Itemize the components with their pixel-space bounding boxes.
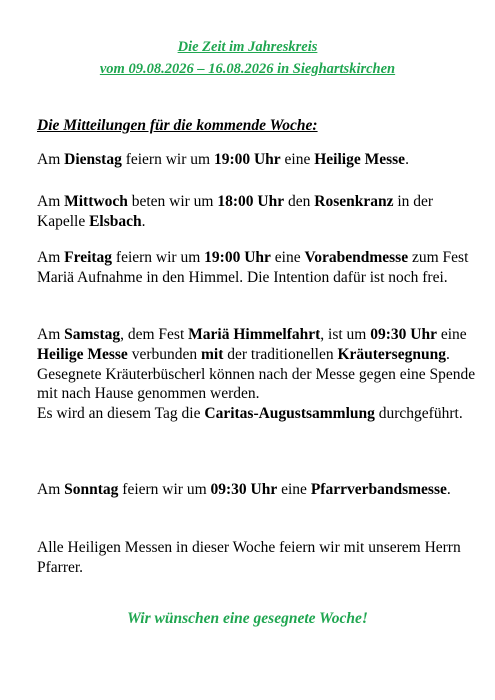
time: 09:30 Uhr: [210, 481, 278, 498]
text: in der Kapelle: [37, 193, 434, 230]
text: Am: [37, 193, 65, 210]
text: eine: [270, 249, 305, 266]
time: 19:00 Uhr: [213, 151, 281, 168]
text: , dem Fest: [120, 326, 189, 343]
event: Pfarrverbandsmesse: [310, 481, 447, 498]
closing-wish: Wir wünschen eine gesegnete Woche!: [127, 610, 368, 627]
text: .: [446, 481, 451, 498]
time: 09:30 Uhr: [370, 326, 437, 343]
text: den: [284, 193, 315, 210]
text: .: [141, 212, 146, 230]
text: der traditionellen: [223, 345, 338, 363]
text: verbunden: [127, 345, 201, 363]
text: Es wird an diesem Tag die: [37, 405, 205, 423]
event: Heilige Messe: [37, 345, 128, 363]
place: Elsbach: [89, 212, 142, 230]
day: Mittwoch: [64, 193, 128, 210]
text: Am: [37, 326, 65, 343]
paragraph-saturday: [37, 325, 477, 424]
text: eine: [436, 326, 467, 343]
header-title: Die Zeit im Jahreskreis: [177, 39, 318, 55]
text: Am: [37, 481, 65, 498]
paragraph-friday: [37, 248, 477, 288]
text: .: [445, 345, 450, 363]
paragraph-wednesday: [37, 192, 477, 232]
text: Am: [37, 151, 65, 168]
text: , ist um: [320, 326, 371, 343]
day: Dienstag: [64, 151, 122, 168]
collection: Caritas-Augustsammlung: [204, 405, 375, 423]
header-date-range: vom 09.08.2026 – 16.08.2026 in Sieghartskirchen: [99, 61, 396, 77]
text: Am: [37, 249, 65, 266]
text: beten wir um: [127, 193, 218, 210]
day: Sonntag: [64, 481, 119, 498]
event: Heilige Messe: [314, 151, 406, 168]
text: eine: [277, 481, 311, 498]
event: Kräutersegnung: [337, 345, 446, 363]
day: Freitag: [64, 249, 113, 266]
text: feiern wir um: [118, 481, 211, 498]
section-heading: Die Mitteilungen für die kommende Woche:: [37, 117, 318, 134]
paragraph-sunday: [37, 480, 477, 500]
time: 19:00 Uhr: [204, 249, 271, 266]
text: feiern wir um: [112, 249, 205, 266]
text: Gesegnete Kräuterbüscherl können nach der Messe gegen eine Spende mit nach Hause genommen werden.: [37, 365, 476, 403]
paragraph-note: Alle Heiligen Messen in dieser Woche feiern wir mit unserem Herrn Pfarrer.: [37, 539, 461, 576]
text: durchgeführt.: [374, 405, 463, 423]
time: 18:00 Uhr: [217, 193, 285, 210]
paragraph-tuesday: [37, 150, 477, 170]
event: Vorabendmesse: [304, 249, 409, 266]
text: feiern wir um: [121, 151, 214, 168]
event: Rosenkranz: [314, 193, 394, 210]
feast: Mariä Himmelfahrt: [188, 326, 321, 343]
text: eine: [280, 151, 315, 168]
text: .: [405, 151, 409, 168]
text-bold: mit: [201, 345, 224, 363]
text: zum Fest Mariä Aufnahme in den Himmel. Die Intention dafür ist noch frei.: [37, 249, 469, 286]
day: Samstag: [64, 326, 121, 343]
